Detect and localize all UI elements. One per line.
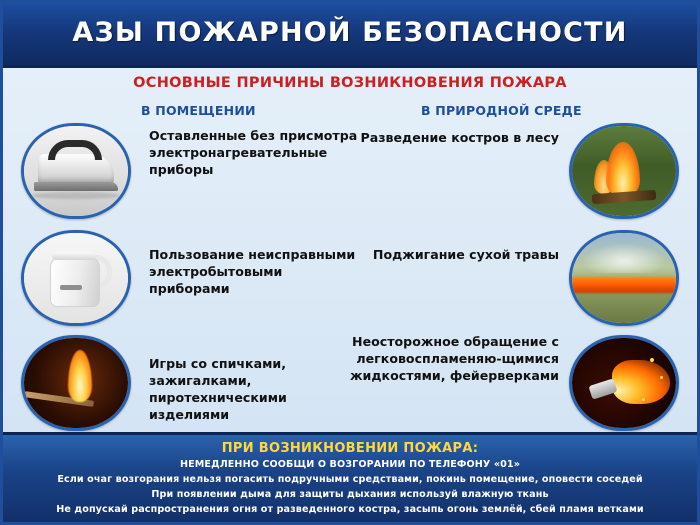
cause-row-3 [11, 333, 689, 433]
cause-row-2 [11, 228, 689, 328]
cause-text-outdoor-1: Разведение костров в лесу [360, 130, 559, 145]
iron-icon [21, 123, 131, 219]
cause-text-indoor-1: Оставленные без присмотра электронагревательные приборы [149, 128, 358, 177]
cause-row-1 [11, 121, 689, 221]
footer-line-4: Не допускай распространения огня от разведенного костра, засыпь огонь землёй, сбей пламя ветками [56, 504, 644, 515]
burning-dry-grass-icon [569, 230, 679, 326]
footer-title: ПРИ ВОЗНИКНОВЕНИИ ПОЖАРА: [221, 441, 479, 456]
page-title: АЗЫ ПОЖАРНОЙ БЕЗОПАСНОСТИ [72, 17, 628, 48]
footer-line-2: Если очаг возгорания нельзя погасить подручными средствами, покинь помещение, оповести соседей [57, 474, 643, 485]
column-heading-indoor: В ПОМЕЩЕНИИ [141, 103, 256, 118]
firework-flame-icon [569, 335, 679, 431]
cause-text-indoor-2: Пользование неисправными электробытовыми приборами [149, 247, 356, 296]
burning-match-icon [21, 335, 131, 431]
cause-text-indoor-3: Игры со спичками, зажигалками, пиротехническими изделиями [149, 356, 287, 422]
cause-text-outdoor-3: Неосторожное обращение с легковоспламеняю-щимися жидкостями, фейерверками [350, 334, 559, 383]
poster-header [3, 3, 697, 68]
column-heading-outdoor: В ПРИРОДНОЙ СРЕДЕ [421, 103, 582, 118]
poster-subtitle: ОСНОВНЫЕ ПРИЧИНЫ ВОЗНИКНОВЕНИЯ ПОЖАРА [133, 75, 567, 91]
cause-text-outdoor-2: Поджигание сухой травы [372, 247, 559, 262]
electric-kettle-icon [21, 230, 131, 326]
poster-footer [3, 432, 697, 522]
forest-bonfire-icon [569, 123, 679, 219]
footer-line-3: При появлении дыма для защиты дыхания используй влажную ткань [151, 489, 549, 500]
footer-line-1: НЕМЕДЛЕННО СООБЩИ О ВОЗГОРАНИИ ПО ТЕЛЕФОНУ «01» [179, 459, 520, 470]
